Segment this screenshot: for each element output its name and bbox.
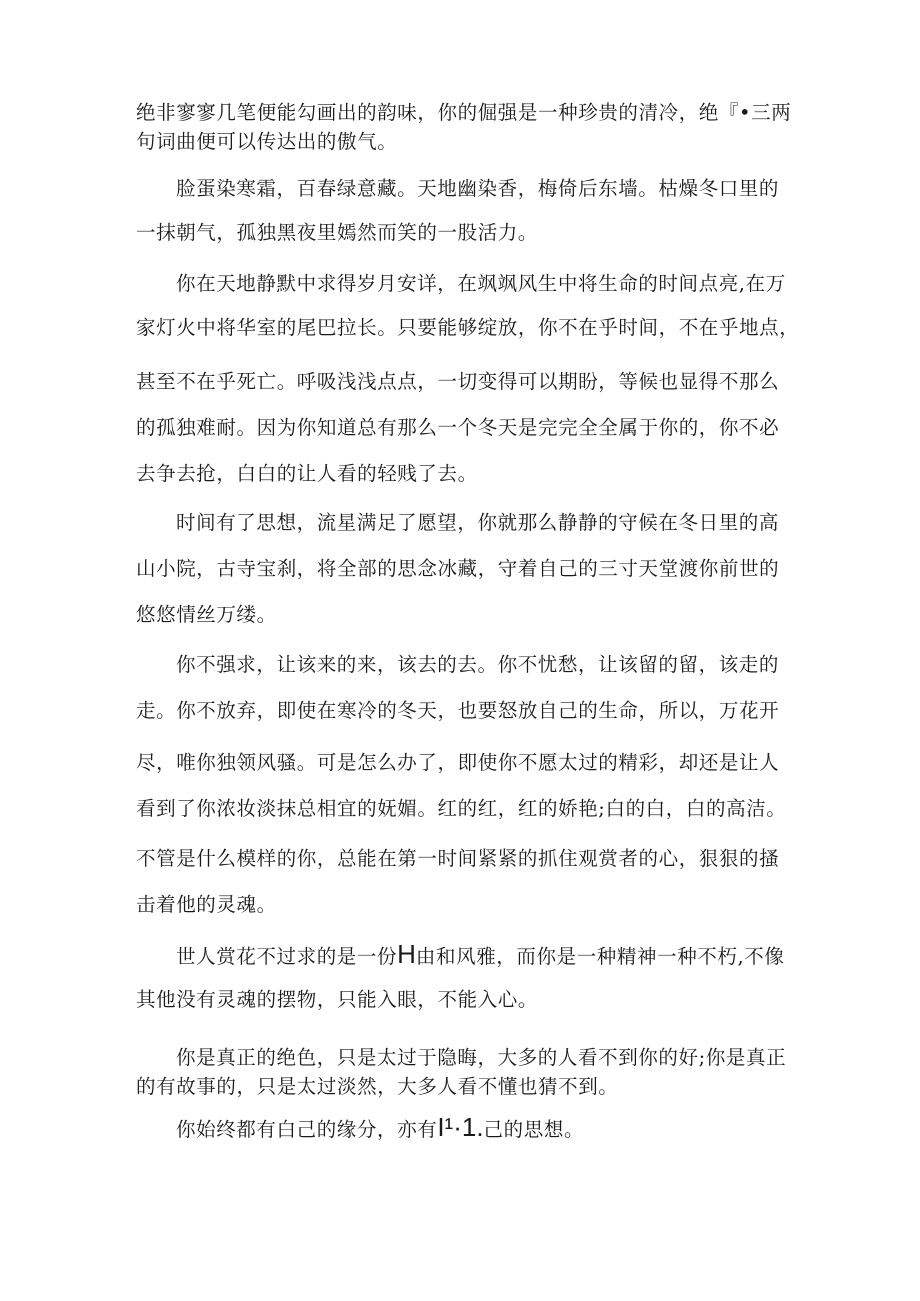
p7-line-2: 的有故事的，只是太过淡然，大多人看不懂也猜不到。 [136,1075,619,1098]
p5-line-2: 走。你不放弃，即使在寒冷的冬天，也要怒放自己的生命，所以，万花开 [136,699,780,722]
p6-line-1-ocr-glyph: H [397,939,416,969]
p3-line-5: 去争去抢，白白的让人看的轻贱了去。 [136,462,478,485]
p8-line-1-post: 己的思想。 [483,1118,585,1141]
p4-line-3: 悠悠情丝万缕。 [136,603,277,626]
p2-line-1: 脸蛋染寒霜，百春绿意藏。天地幽染香，梅倚后东墙。枯燥冬口里的 [176,177,780,200]
p5-line-3: 尽，唯你独领风骚。可是怎么办了，即使你不愿太过的精彩，却还是让人 [136,751,780,774]
p8-line-1-pre: 你始终都有白己的缘分，亦有 [176,1118,438,1141]
p5-line-6: 击着他的灵魂。 [136,893,277,916]
p2-line-2: 一抹朝气，孤独黑夜里嫣然而笑的一股活力。 [136,221,539,244]
p6-line-1-post: 由和风雅，而你是一种精神一种不朽,不像 [415,945,785,968]
p7-line-1: 你是真正的绝色，只是太过于隐晦，大多的人看不到你的好;你是真正 [176,1046,787,1069]
p4-line-2: 山小院，古寺宝刹，将全部的思念冰藏，守着自己的三寸天堂渡你前世的 [136,557,780,580]
p3-line-4: 的孤独难耐。因为你知道总有那么一个冬天是完完全全属于你的，你不必 [136,416,780,439]
p1-line-2: 句词曲便可以传达出的傲气。 [136,130,398,153]
p4-line-1: 时间有了思想，流星满足了愿望，你就那么静静的守候在冬日里的高 [176,511,780,534]
p6-line-1-pre: 世人赏花不过求的是一份 [176,945,398,968]
p3-line-1: 你在天地静默中求得岁月安详，在飒飒风生中将生命的时间点亮,在万 [176,272,786,295]
p1-line-1: 绝非寥寥几笔便能勾画出的韵味，你的倔强是一种珍贵的清冷，绝『•三两 [136,101,792,124]
p3-line-3: 甚至不在乎死亡。呼吸浅浅点点，一切变得可以期盼，等候也显得不那么 [136,370,780,393]
p8-line-1 [176,1112,585,1142]
p3-line-2: 家灯火中将华室的尾巴拉长。只要能够绽放，你不在乎时间，不在乎地点， [136,316,800,339]
p5-line-1: 你不强求，让该来的来，该去的去。你不忧愁，让该留的留，该走的 [176,653,780,676]
p8-line-1-ocr-glyph: I¹·1. [437,1112,484,1142]
p5-line-4: 看到了你浓妆淡抹总相宜的妩媚。红的红，红的娇艳;白的白，白的高洁。 [136,797,787,820]
p6-line-2: 其他没有灵魂的摆物，只能入眼，不能入心。 [136,988,539,1011]
p6-line-1 [176,939,785,969]
p5-line-5: 不管是什么模样的你，总能在第一时间紧紧的抓住观赏者的心，狠狠的搔 [136,847,780,870]
